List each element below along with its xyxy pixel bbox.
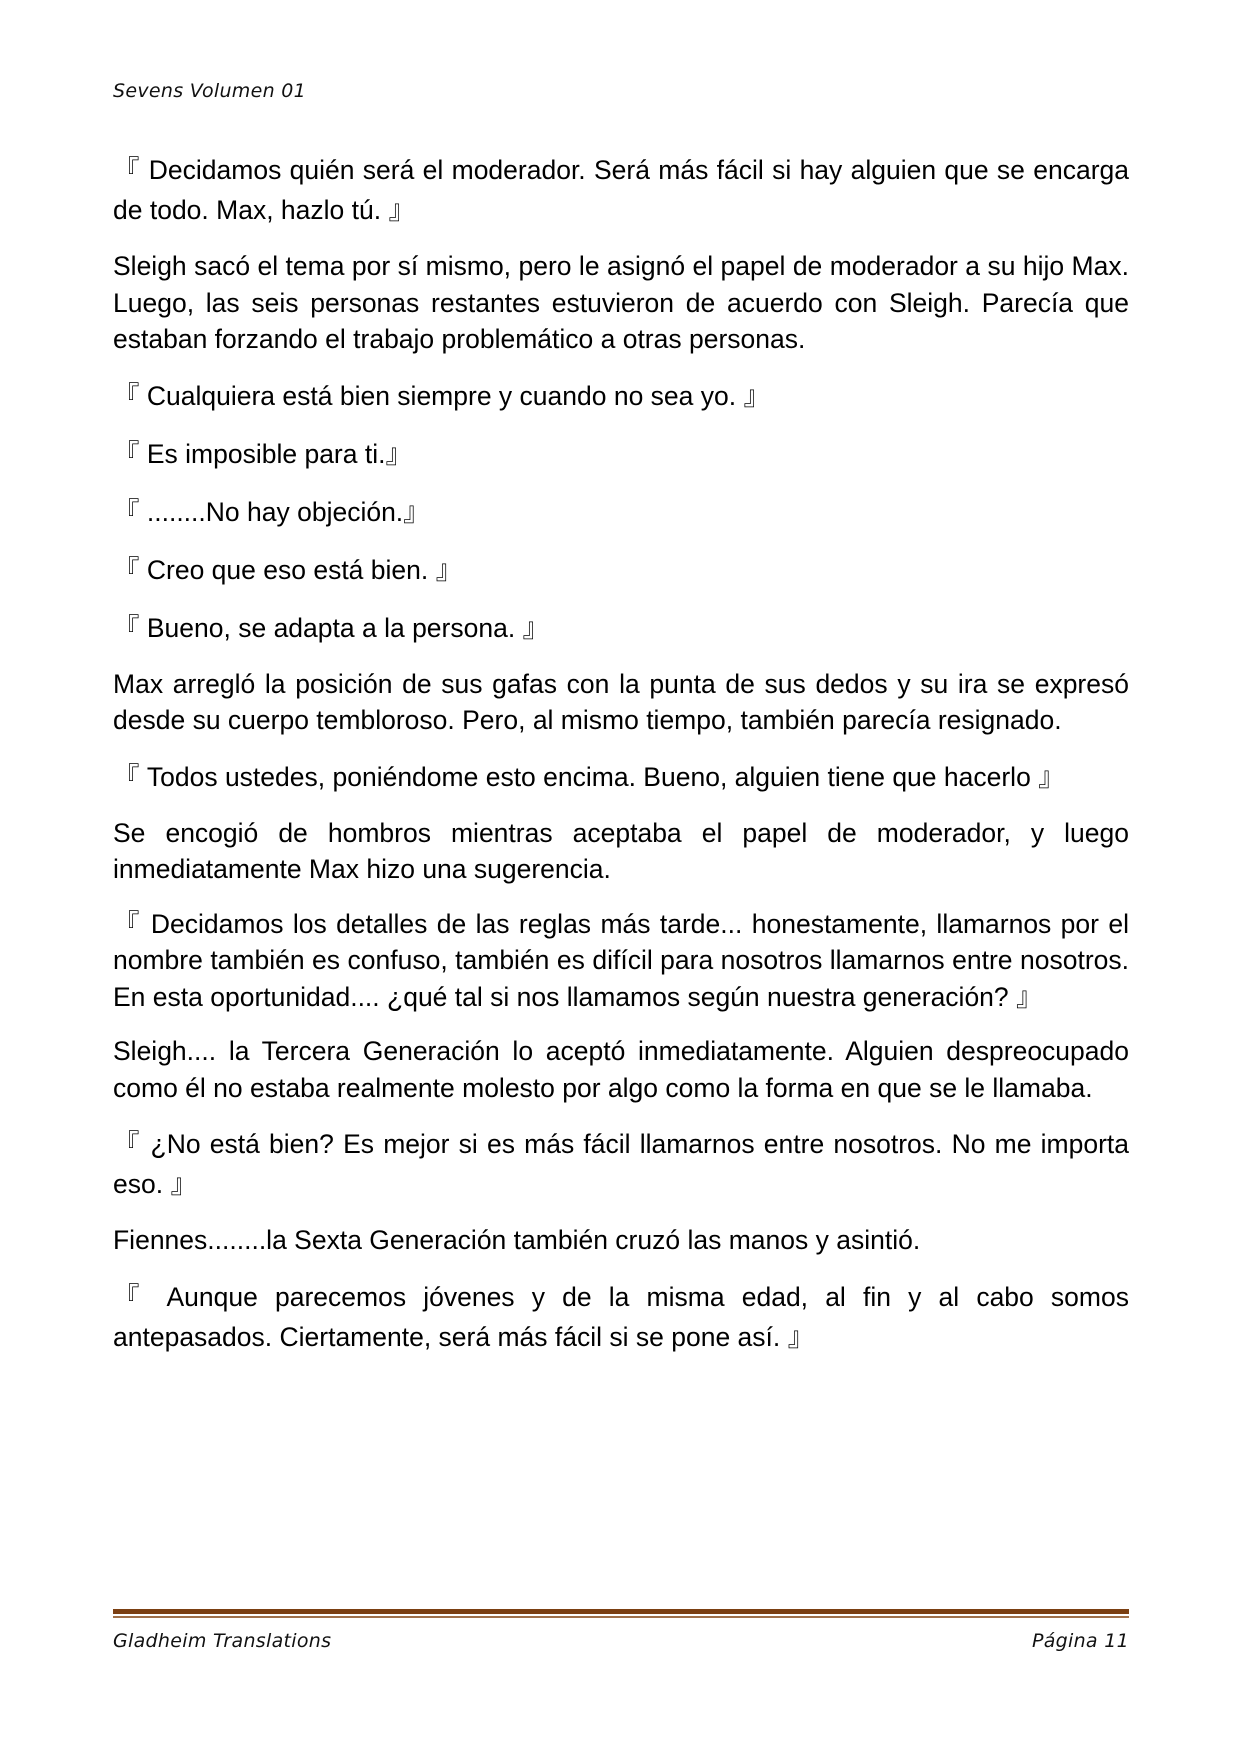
- dialogue-paragraph: 『 Es imposible para ti.』: [113, 438, 412, 469]
- dialogue-paragraph: 『 Todos ustedes, poniéndome esto encima. Bueno, alguien tiene que hacerlo 』: [113, 761, 1065, 792]
- dialogue-paragraph: 『 Decidamos quién será el moderador. Será más fácil si hay alguien que se encarga de todo. Max, hazlo tú. 』: [113, 155, 1129, 225]
- narration-paragraph: Sleigh sacó el tema por sí mismo, pero le asignó el papel de moderador a su hijo Max. Luego, las seis personas restantes estuvieron de acuerdo con Sleigh. Parecía que estaban forzando el trabajo problemático a otras personas.: [113, 251, 1129, 354]
- dialogue-paragraph: 『 ........No hay objeción.』: [113, 496, 430, 527]
- footer-translator-credit: Gladheim Translations: [113, 1630, 332, 1652]
- running-header-title: Sevens Volumen 01: [113, 80, 307, 102]
- dialogue-paragraph: 『 Cualquiera está bien siempre y cuando no sea yo. 』: [113, 380, 770, 411]
- footer-page-number: Página 11: [1031, 1630, 1129, 1652]
- footer-divider: [113, 1609, 1129, 1620]
- narration-paragraph: Se encogió de hombros mientras aceptaba el papel de moderador, y luego inmediatamente Max hizo una sugerencia.: [113, 817, 1129, 884]
- narration-paragraph: Max arregló la posición de sus gafas con la punta de sus dedos y su ira se expresó desde su cuerpo tembloroso. Pero, al mismo tiempo, también parecía resignado.: [113, 668, 1129, 735]
- dialogue-paragraph: 『 Aunque parecemos jóvenes y de la misma edad, al fin y al cabo somos antepasados. Ciertamente, será más fácil si se pone así. 』: [113, 1281, 1129, 1352]
- dialogue-paragraph: 『 Decidamos los detalles de las reglas más tarde... honestamente, llamarnos por el nombre también es confuso, también es difícil para nosotros llamarnos entre nosotros. En esta oportunidad.... ¿qué tal si nos llamamos según nuestra generación? 』: [113, 908, 1129, 1012]
- narration-paragraph: Fiennes........la Sexta Generación también cruzó las manos y asintió.: [113, 1225, 921, 1255]
- footer-divider-thick: [113, 1609, 1129, 1614]
- footer-divider-thin: [113, 1616, 1129, 1618]
- page-body: [113, 150, 1129, 1375]
- dialogue-paragraph: 『 ¿No está bien? Es mejor si es más fácil llamarnos entre nosotros. No me importa eso. 』: [113, 1129, 1129, 1199]
- narration-paragraph: Sleigh.... la Tercera Generación lo aceptó inmediatamente. Alguien despreocupado como él no estaba realmente molesto por algo como la forma en que se le llamaba.: [113, 1036, 1129, 1103]
- dialogue-paragraph: 『 Bueno, se adapta a la persona. 』: [113, 612, 550, 643]
- dialogue-paragraph: 『 Creo que eso está bien. 』: [113, 554, 463, 585]
